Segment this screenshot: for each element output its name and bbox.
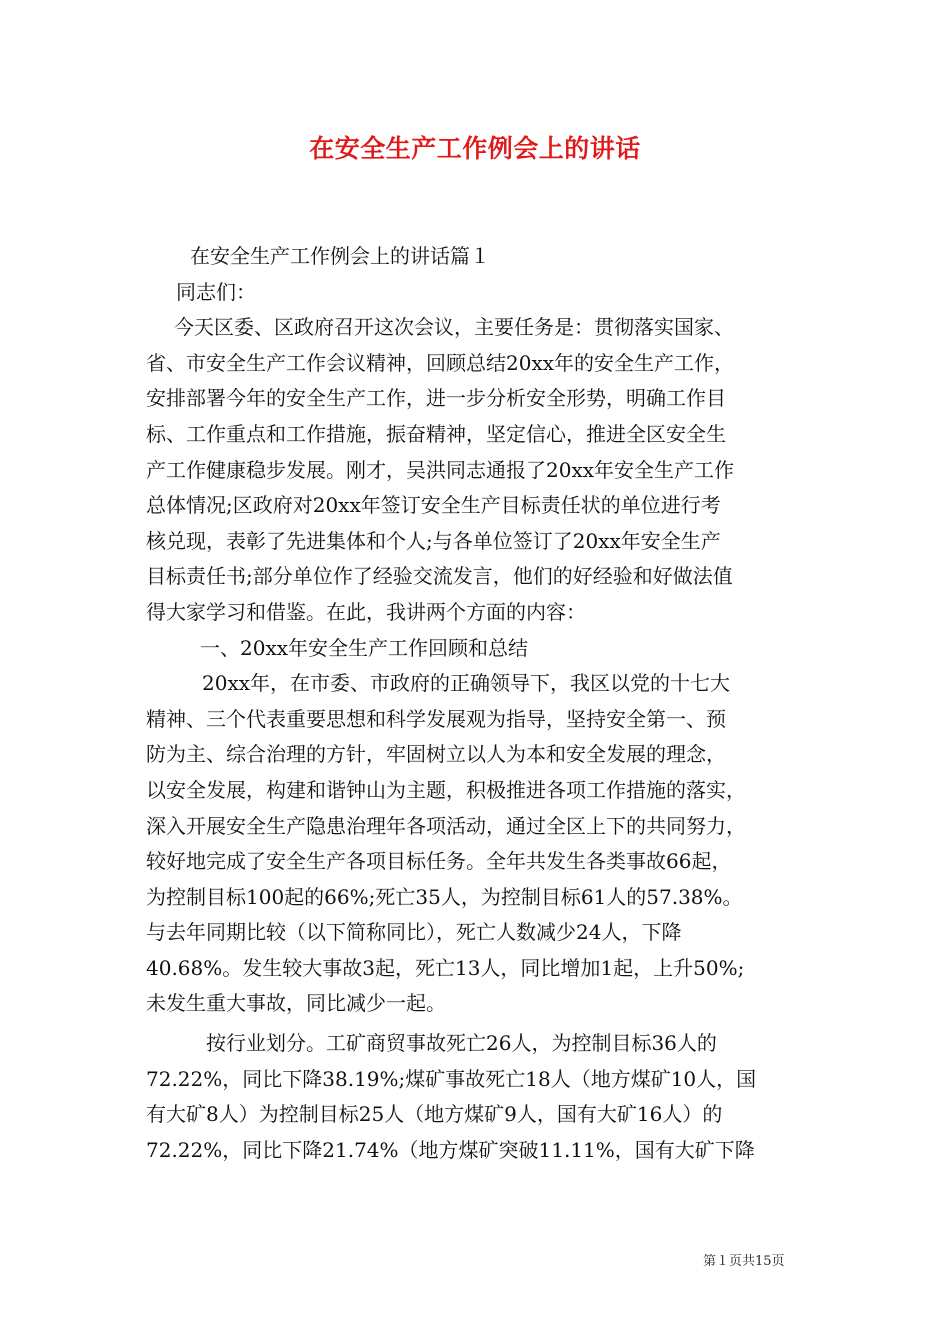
paragraph-line: 有大矿8人）为控制目标25人（地方煤矿9人，国有大矿16人）的 bbox=[146, 1102, 723, 1127]
paragraph-line: 72.22%，同比下降38.19%;煤矿事故死亡18人（地方煤矿10人，国 bbox=[146, 1066, 757, 1091]
paragraph-line: 深入开展安全生产隐患治理年各项活动，通过全区上下的共同努力， bbox=[146, 813, 746, 838]
paragraph-line: 总体情况;区政府对20xx年签订安全生产目标责任状的单位进行考 bbox=[146, 493, 721, 518]
paragraph-line: 精神、三个代表重要思想和科学发展观为指导，坚持安全第一、预 bbox=[146, 706, 726, 731]
section-heading: 在安全生产工作例会上的讲话篇１ bbox=[190, 244, 490, 268]
paragraph-line: 目标责任书;部分单位作了经验交流发言，他们的好经验和好做法值 bbox=[146, 564, 733, 589]
paragraph-line: 较好地完成了安全生产各项目标任务。全年共发生各类事故66起， bbox=[146, 849, 732, 874]
page-number: 第１页共15页 bbox=[703, 1254, 785, 1269]
document-title: 在安全生产工作例会上的讲话 bbox=[309, 134, 641, 163]
salutation: 同志们： bbox=[176, 279, 256, 304]
paragraph-line: 按行业划分。工矿商贸事故死亡26人，为控制目标36人的 bbox=[206, 1031, 717, 1056]
paragraph-line: 72.22%，同比下降21.74%（地方煤矿突破11.11%，国有大矿下降 bbox=[146, 1137, 755, 1162]
paragraph-line: 防为主、综合治理的方针，牢固树立以人为本和安全发展的理念， bbox=[146, 742, 726, 767]
subsection-heading: 一、20xx年安全生产工作回顾和总结 bbox=[200, 635, 529, 660]
paragraph-line: 40.68%。发生较大事故3起，死亡13人，同比增加1起，上升50%; bbox=[146, 955, 745, 980]
paragraph-line: 以安全发展，构建和谐钟山为主题，积极推进各项工作措施的落实， bbox=[146, 777, 746, 802]
paragraph-line: 未发生重大事故，同比减少一起。 bbox=[146, 991, 446, 1016]
paragraph-line: 为控制目标100起的66%;死亡35人，为控制目标61人的57.38%。 bbox=[146, 884, 743, 909]
paragraph-line: 与去年同期比较（以下简称同比），死亡人数减少24人，下降 bbox=[146, 920, 682, 945]
paragraph-line: 标、工作重点和工作措施，振奋精神，坚定信心，推进全区安全生 bbox=[146, 421, 726, 446]
paragraph-line: 安排部署今年的安全生产工作，进一步分析安全形势，明确工作目 bbox=[146, 386, 726, 411]
paragraph-line: 省、市安全生产工作会议精神，回顾总结20xx年的安全生产工作， bbox=[146, 350, 735, 375]
paragraph-line: 20xx年，在市委、市政府的正确领导下，我区以党的十七大 bbox=[202, 671, 731, 696]
paragraph-line: 核兑现，表彰了先进集体和个人;与各单位签订了20xx年安全生产 bbox=[146, 528, 721, 553]
paragraph-line: 今天区委、区政府召开这次会议，主要任务是：贯彻落实国家、 bbox=[174, 315, 734, 340]
paragraph-line: 产工作健康稳步发展。刚才，吴洪同志通报了20xx年安全生产工作 bbox=[146, 457, 735, 482]
document-body bbox=[146, 239, 806, 1168]
paragraph-line: 得大家学习和借鉴。在此，我讲两个方面的内容： bbox=[146, 599, 586, 624]
